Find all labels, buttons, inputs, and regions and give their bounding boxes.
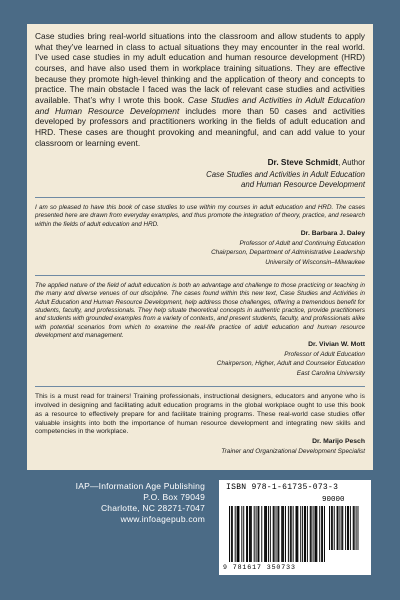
barcode-bar: [322, 506, 323, 562]
barcode-bar: [332, 506, 333, 550]
endorsement-quote: I am so pleased to have this book of case studies to use within my courses in adult education and HRD. The cases presented here are drawn from everyday examples, and thus promote the integration of theory, practice, and research within the fields of adult education and HRD.: [35, 204, 365, 228]
barcode-bar: [358, 506, 359, 550]
barcode-bar: [261, 506, 262, 562]
endorser: [35, 438, 365, 456]
barcode-bar: [258, 506, 259, 562]
barcode-bar: [321, 506, 322, 562]
divider: [35, 386, 365, 387]
publisher-info: [70, 481, 205, 525]
barcode-bar: [316, 506, 317, 562]
barcode-box: [219, 480, 371, 575]
publisher-website[interactable]: www.infoagepub.com: [120, 513, 205, 524]
divider: [35, 275, 365, 276]
barcode-bar: [345, 506, 346, 550]
publisher-address: Charlotte, NC 28271-7047: [100, 502, 205, 513]
endorsement-quote: This is a must read for trainers! Training professionals, instructional designers, educators and anyone who is involved in designing and facilitating adult education programs in the global workplace ought to use this book as a resource to effectively prepare for and facilitate training programs. These real-world case studies offer valuable insights into both the importance of human resource development and integrating new skills and competencies in the workplace.: [35, 393, 365, 436]
price-barcode-bars: [329, 506, 358, 550]
barcode-bar: [251, 506, 252, 562]
barcode-bar: [304, 506, 305, 562]
isbn-label: ISBN 978-1-61735-073-3: [226, 483, 339, 492]
barcode-bar: [297, 506, 298, 562]
barcode-bar: [274, 506, 275, 562]
barcode-bar: [283, 506, 284, 562]
barcode-digits: 9 781617 350733: [223, 564, 296, 571]
barcode-bar: [356, 506, 357, 550]
barcode-bar: [268, 506, 269, 562]
barcode-bar: [291, 506, 292, 562]
endorser-name: Dr. Barbara J. Daley: [300, 230, 365, 238]
barcode-bar: [313, 506, 314, 562]
text-panel: [27, 24, 373, 470]
endorsement-quote: The applied nature of the field of adult education is both an advantage and challenge to those practicing or teaching in the many and diverse venues of our discipline. The cases found within this new text, Case Studies and Activities in Adult Education and Human Resource Development, help address those challenges, offering a tremendous benefit for students, faculty, and professionals. They help situate theoretical concepts in authentic practice, provide practitioners and students with grounded examples from a variety of contexts, and present students, faculty, and professionals alike with potential scenarios from which to examine the real-life practice of adult education and human resource development and management.: [35, 281, 365, 339]
barcode-bar: [288, 506, 289, 562]
barcode-bar: [296, 506, 297, 562]
barcode-bar: [331, 506, 332, 550]
intro-text-end: includes more than 50 cases and activities developed by professors and practitioners working in the fields of adult education and HRD. These cases are thought provoking and meaningful, and can add value to your classroom or learning event.: [35, 105, 365, 148]
barcode-bar: [350, 506, 351, 550]
endorser-title: Trainer and Organizational Development Specialist: [221, 448, 365, 456]
barcode-bar: [296, 506, 297, 562]
barcode-bar: [249, 506, 250, 562]
barcode-bar: [281, 506, 282, 562]
barcode-bar: [246, 506, 247, 562]
barcode-bar: [256, 506, 257, 562]
barcode-bar: [237, 506, 238, 562]
endorser-title: Professor of Adult and Continuing Education: [239, 239, 365, 247]
barcode-bar: [311, 506, 312, 562]
barcode-bar: [324, 506, 325, 562]
endorser-affiliation: University of Wisconsin–Milwaukee: [265, 258, 365, 266]
barcode-bar: [319, 506, 320, 562]
barcode-bar: [264, 506, 265, 562]
barcode-bar: [300, 506, 301, 562]
endorser-title: Professor of Adult Education: [284, 351, 365, 359]
author-signature: [35, 152, 365, 189]
barcode-bar: [347, 506, 348, 550]
endorser-title: Chairperson, Higher, Adult and Counselor Education: [216, 360, 365, 368]
barcode-bars: [229, 506, 325, 562]
barcode-bar: [265, 506, 266, 562]
barcode-bar: [310, 506, 311, 562]
barcode-bar: [307, 506, 308, 562]
barcode-bar: [243, 506, 244, 562]
barcode-bar: [315, 506, 316, 562]
barcode-bar: [266, 506, 267, 562]
barcode-bar: [341, 506, 342, 550]
price-code: 90000: [322, 496, 345, 504]
barcode-bar: [354, 506, 355, 550]
endorser: [35, 230, 365, 267]
endorser-name: Dr. Marijo Pesch: [312, 438, 365, 446]
barcode-bar: [235, 506, 236, 562]
barcode-bar: [305, 506, 306, 562]
author-role: , Author: [338, 158, 365, 168]
endorser: [35, 341, 365, 378]
endorser-name: Dr. Vivian W. Mott: [308, 341, 365, 349]
barcode-bar: [241, 506, 242, 562]
barcode-bar: [247, 506, 248, 562]
endorser-affiliation: East Carolina University: [296, 369, 365, 377]
barcode: [229, 506, 361, 564]
publisher-address: P.O. Box 79049: [143, 491, 205, 502]
author-book-title-line2: and Human Resource Development: [241, 179, 365, 189]
author-book-title-line1: Case Studies and Activities in Adult Education: [206, 170, 365, 180]
barcode-bar: [315, 506, 316, 562]
barcode-bar: [285, 506, 286, 562]
barcode-bar: [231, 506, 232, 562]
barcode-bar: [232, 506, 233, 562]
barcode-bar: [273, 506, 274, 562]
barcode-bar: [254, 506, 255, 562]
intro-text: Case studies bring real-world situations into the classroom and allow students to apply what they’ve learned in class to actual situations they may encounter in the real world. I’ve used case studies in my adult education and human resource development (HRD) courses, and have also used them in workplace training situations. They are effective because they promote high-level thinking and the application of theory and concepts to practice. The main obstacle I faced was the lack of relevant case studies and activities available. That’s why I wrote this book.: [35, 31, 365, 106]
endorser-title: Chairperson, Department of Administrative Leadership: [211, 249, 365, 257]
barcode-bar: [337, 506, 338, 550]
barcode-bar: [290, 506, 291, 562]
barcode-bar: [276, 506, 277, 562]
barcode-bar: [229, 506, 230, 562]
barcode-bar: [239, 506, 240, 562]
barcode-bar: [270, 506, 271, 562]
intro-book-title: Case Studies and Activities in Adult Education and Human Resource Development: [35, 95, 365, 116]
barcode-bar: [342, 506, 343, 550]
barcode-bar: [258, 506, 259, 562]
barcode-bar: [302, 506, 303, 562]
barcode-bar: [278, 506, 279, 562]
barcode-bar: [334, 506, 335, 550]
barcode-bar: [329, 506, 330, 550]
intro-paragraph: [35, 31, 365, 148]
barcode-bar: [293, 506, 294, 562]
author-name: Dr. Steve Schmidt: [267, 157, 339, 168]
divider: [35, 197, 365, 198]
barcode-bar: [338, 506, 339, 550]
barcode-bar: [277, 506, 278, 562]
barcode-bar: [250, 506, 251, 562]
publisher-name: IAP—Information Age Publishing: [75, 481, 205, 491]
barcode-bar: [353, 506, 354, 550]
barcode-bar: [348, 506, 349, 550]
barcode-bar: [339, 506, 340, 550]
barcode-bar: [282, 506, 283, 562]
barcode-bar: [238, 506, 239, 562]
